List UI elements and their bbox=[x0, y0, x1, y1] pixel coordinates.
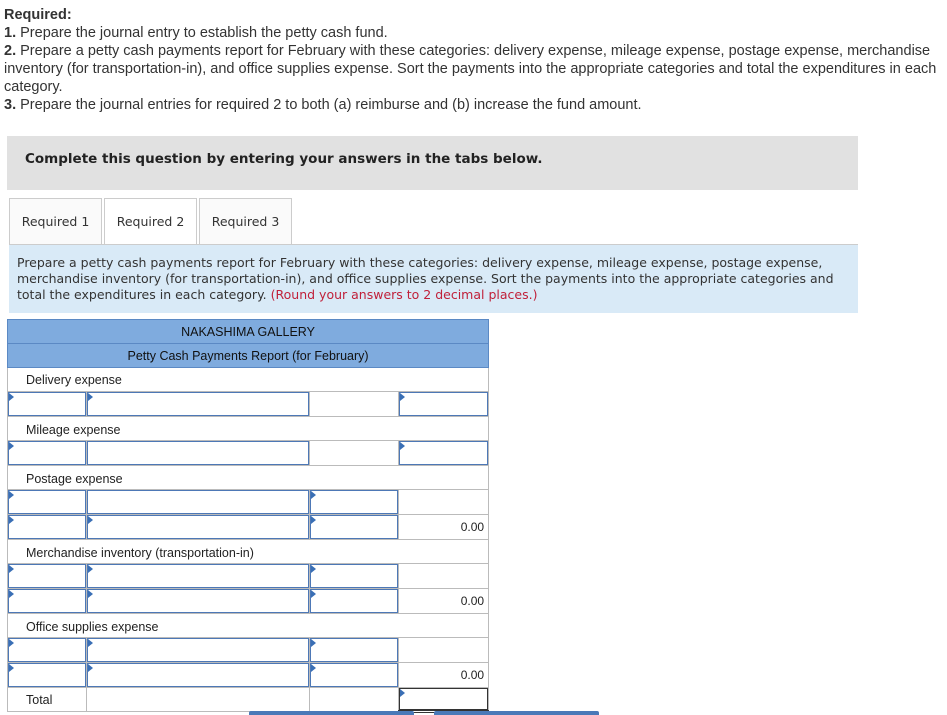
entry-row bbox=[8, 441, 489, 466]
report-title-row bbox=[8, 344, 489, 368]
subtotal-merchandise: 0.00 bbox=[399, 589, 489, 614]
tab-instructions bbox=[9, 245, 858, 313]
subtotal-office: 0.00 bbox=[399, 663, 489, 688]
grand-total-cell bbox=[399, 688, 489, 712]
description-input[interactable] bbox=[87, 663, 309, 687]
date-cell bbox=[8, 663, 87, 688]
description-input[interactable] bbox=[87, 490, 309, 514]
total-label: Total bbox=[8, 688, 87, 712]
amount-cell bbox=[310, 638, 399, 663]
instruction-text: Prepare a petty cash payments report for February with these categories: delivery expense, mileage expense, postage expense, merchandise inventory (for transportation-in), and office supplies expense. Sort the payments into the appropriate categories and total the expenditures in each category. bbox=[17, 255, 834, 302]
amount-input[interactable] bbox=[310, 589, 398, 613]
date-input[interactable] bbox=[8, 589, 86, 613]
amount-cell bbox=[310, 663, 399, 688]
total-cell-empty bbox=[399, 490, 489, 515]
amount-cell bbox=[310, 515, 399, 540]
tab-required-1[interactable]: Required 1 bbox=[9, 198, 102, 245]
amount-cell bbox=[310, 589, 399, 614]
company-name: NAKASHIMA GALLERY bbox=[8, 320, 489, 344]
total-row bbox=[8, 688, 489, 712]
date-input[interactable] bbox=[8, 392, 86, 416]
total-blank-2 bbox=[310, 688, 399, 712]
total-cell-empty bbox=[399, 638, 489, 663]
amount-input[interactable] bbox=[310, 490, 398, 514]
report-company-row bbox=[8, 320, 489, 344]
required-item-2: 2. Prepare a petty cash payments report for February with these categories: delivery expense, mileage expense, postage expense, merchandise inventory (for transportation-in), and office supplies expense. Sort the payments into the appropriate categories and total the expenditures in each category. bbox=[4, 43, 937, 95]
description-input[interactable] bbox=[87, 441, 309, 465]
date-cell bbox=[8, 638, 87, 663]
subtotal-postage: 0.00 bbox=[399, 515, 489, 540]
entry-row bbox=[8, 663, 489, 688]
category-label-mileage: Mileage expense bbox=[8, 417, 489, 441]
amount-input[interactable] bbox=[310, 564, 398, 588]
amount-input[interactable] bbox=[310, 638, 398, 662]
date-input[interactable] bbox=[8, 441, 86, 465]
description-cell bbox=[87, 589, 310, 614]
date-input[interactable] bbox=[8, 638, 86, 662]
entry-row bbox=[8, 638, 489, 663]
required-item-1: 1. Prepare the journal entry to establish the petty cash fund. bbox=[4, 25, 388, 41]
category-label-postage: Postage expense bbox=[8, 466, 489, 490]
total-cell bbox=[399, 392, 489, 417]
date-cell bbox=[8, 392, 87, 417]
entry-row bbox=[8, 515, 489, 540]
category-total-input[interactable] bbox=[399, 441, 488, 465]
description-cell bbox=[87, 392, 310, 417]
grand-total-input[interactable] bbox=[399, 688, 488, 710]
description-cell bbox=[87, 564, 310, 589]
amount-input[interactable] bbox=[310, 663, 398, 687]
report-title: Petty Cash Payments Report (for February) bbox=[8, 344, 489, 368]
amount-cell-empty bbox=[310, 392, 399, 417]
date-cell bbox=[8, 441, 87, 466]
date-input[interactable] bbox=[8, 564, 86, 588]
category-label-delivery: Delivery expense bbox=[8, 368, 489, 392]
description-input[interactable] bbox=[87, 638, 309, 662]
category-row-postage bbox=[8, 466, 489, 490]
entry-row bbox=[8, 589, 489, 614]
description-input[interactable] bbox=[87, 515, 309, 539]
description-input[interactable] bbox=[87, 589, 309, 613]
category-row-merchandise bbox=[8, 540, 489, 564]
description-cell bbox=[87, 515, 310, 540]
amount-cell-empty bbox=[310, 441, 399, 466]
total-cell-empty bbox=[399, 564, 489, 589]
date-cell bbox=[8, 490, 87, 515]
category-row-delivery bbox=[8, 368, 489, 392]
tab-required-2[interactable]: Required 2 bbox=[104, 198, 197, 245]
next-nav-button[interactable] bbox=[434, 711, 599, 715]
required-item-3: 3. Prepare the journal entries for required 2 to both (a) reimburse and (b) increase the fund amount. bbox=[4, 97, 642, 113]
category-label-merchandise: Merchandise inventory (transportation-in) bbox=[8, 540, 489, 564]
entry-row bbox=[8, 392, 489, 417]
date-cell bbox=[8, 564, 87, 589]
required-instructions bbox=[4, 6, 944, 114]
date-input[interactable] bbox=[8, 663, 86, 687]
description-input[interactable] bbox=[87, 392, 309, 416]
date-input[interactable] bbox=[8, 515, 86, 539]
description-cell bbox=[87, 490, 310, 515]
entry-row bbox=[8, 564, 489, 589]
prev-nav-button[interactable] bbox=[249, 711, 414, 715]
petty-cash-report-table bbox=[7, 319, 489, 713]
description-cell bbox=[87, 663, 310, 688]
category-label-office: Office supplies expense bbox=[8, 614, 489, 638]
amount-input[interactable] bbox=[310, 515, 398, 539]
date-cell bbox=[8, 515, 87, 540]
date-cell bbox=[8, 589, 87, 614]
date-input[interactable] bbox=[8, 490, 86, 514]
complete-question-banner: Complete this question by entering your answers in the tabs below. bbox=[7, 136, 858, 190]
description-cell bbox=[87, 638, 310, 663]
category-row-mileage bbox=[8, 417, 489, 441]
amount-cell bbox=[310, 564, 399, 589]
rounding-note: (Round your answers to 2 decimal places.) bbox=[270, 287, 538, 302]
total-cell bbox=[399, 441, 489, 466]
total-blank-1 bbox=[87, 688, 310, 712]
description-cell bbox=[87, 441, 310, 466]
amount-cell bbox=[310, 490, 399, 515]
description-input[interactable] bbox=[87, 564, 309, 588]
category-row-office bbox=[8, 614, 489, 638]
entry-row bbox=[8, 490, 489, 515]
category-total-input[interactable] bbox=[399, 392, 488, 416]
tab-required-3[interactable]: Required 3 bbox=[199, 198, 292, 245]
required-heading: Required: bbox=[4, 7, 72, 23]
